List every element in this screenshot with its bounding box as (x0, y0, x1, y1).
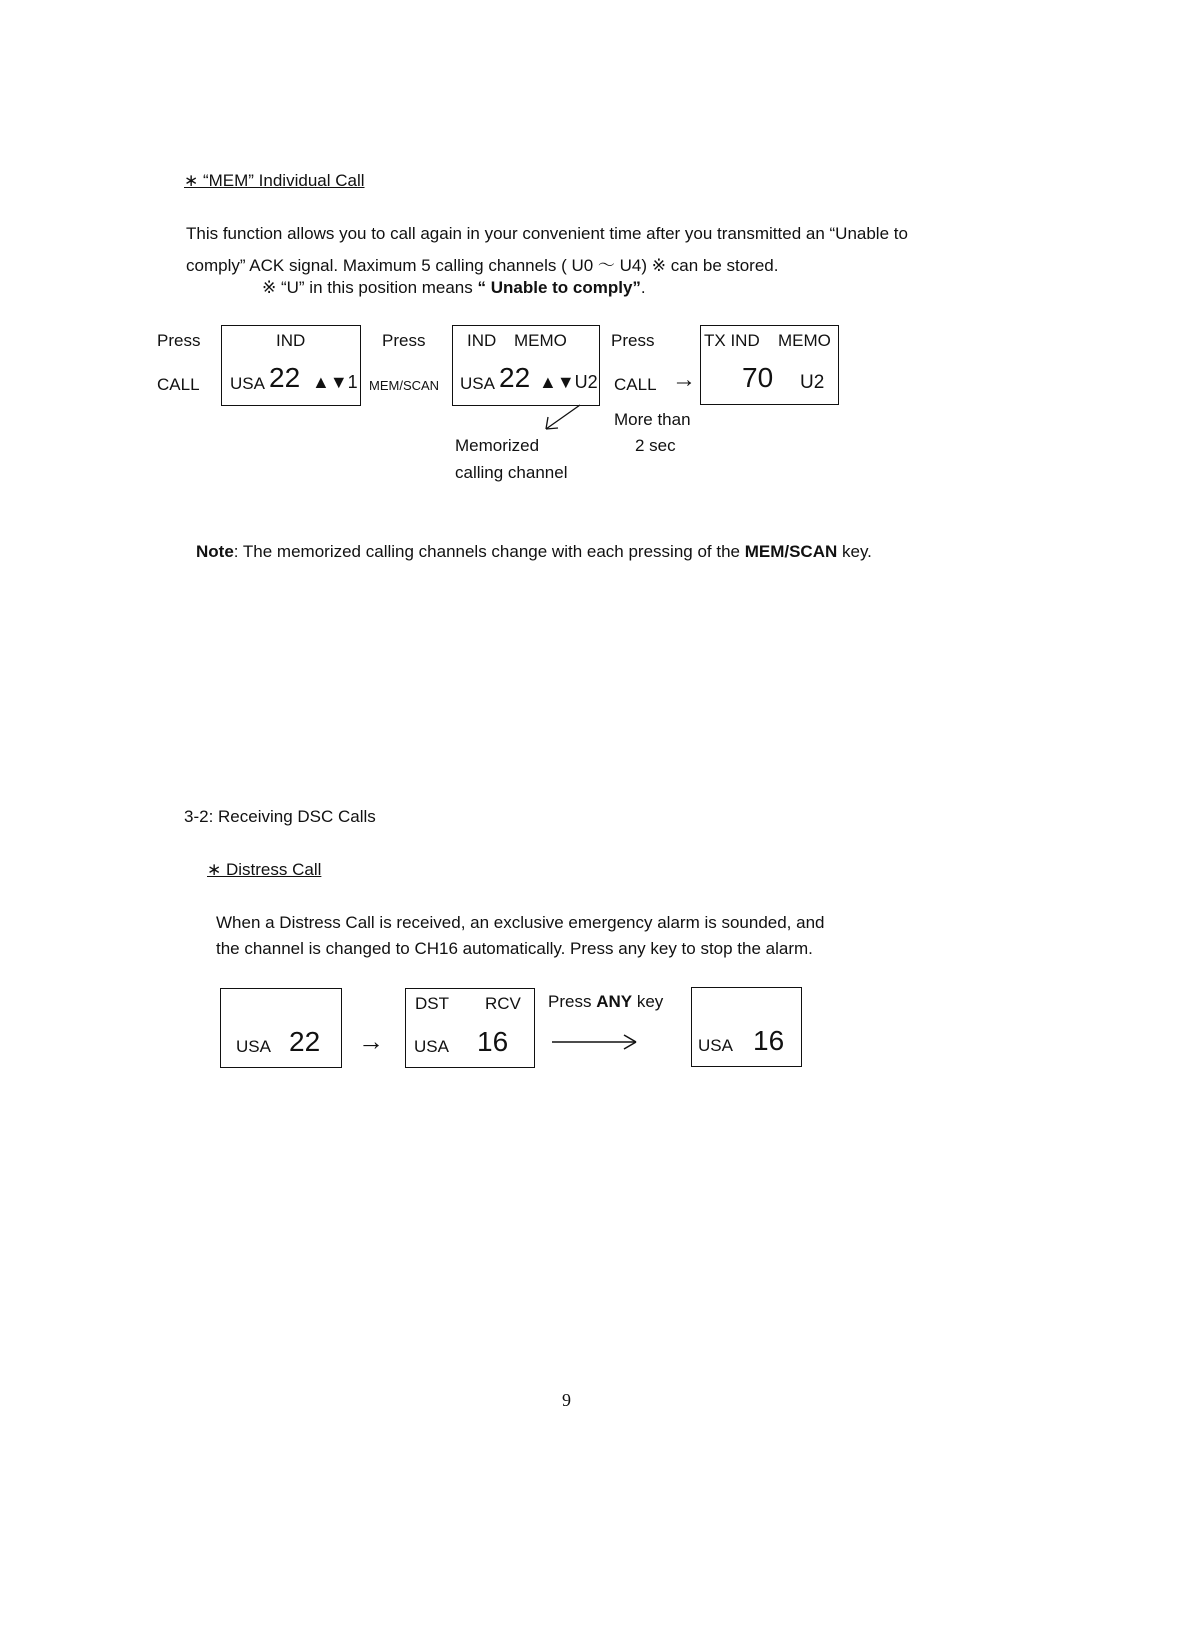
duration-note: 2 sec (635, 436, 676, 455)
lcd-channel: 22 (289, 1026, 321, 1057)
lcd-memo-suffix: U2 (800, 372, 825, 393)
footnote-bold: “ Unable to comply” (477, 278, 641, 297)
lcd-channel: 22 (499, 362, 531, 393)
lcd-display-ind (221, 325, 361, 406)
lcd-display-ind-memo (452, 325, 600, 406)
any-key: ANY (596, 992, 633, 1011)
press-any-key-label (548, 992, 663, 1012)
pointer-arrow-icon (540, 402, 584, 434)
right-arrow-icon: → (672, 366, 696, 393)
lcd-memo-suffix: ▲▼U2 (539, 372, 598, 392)
lcd-channel: 22 (269, 362, 301, 393)
memorized-label: calling channel (455, 463, 568, 482)
footnote-text: ※ “U” in this position means (262, 278, 478, 297)
step-label-press: Press (382, 331, 426, 350)
lcd-mode-ind: IND (276, 331, 306, 350)
lcd-mode-tx-ind: TX IND (704, 331, 760, 350)
lcd-mode-ind: IND (467, 331, 497, 350)
lcd-mode-memo: MEMO (778, 331, 831, 350)
key-label-mem-scan: MEM/SCAN (369, 378, 440, 393)
lcd-display-usa-22 (220, 988, 342, 1068)
lcd-region: USA (236, 1037, 271, 1056)
paragraph-line: comply” ACK signal. Maximum 5 calling channels ( U0 ～ U4) ※ can be stored. (186, 256, 779, 275)
lcd-channel: 16 (477, 1026, 509, 1057)
page-number: 9 (562, 1390, 571, 1410)
note-label: Note (196, 542, 234, 561)
lcd-region: USA (414, 1037, 449, 1056)
lcd-display-dst-rcv (405, 988, 535, 1068)
lcd-updown-suffix: ▲▼1 (312, 372, 358, 392)
lcd-region: USA (230, 374, 265, 393)
section-heading-receiving-dsc: 3-2: Receiving DSC Calls (184, 807, 376, 826)
lcd-display-tx-ind-memo (700, 325, 839, 405)
key-label-call: CALL (157, 375, 200, 394)
lcd-region: USA (698, 1036, 733, 1055)
step-label-press: Press (611, 331, 655, 350)
lcd-mode-rcv: RCV (485, 994, 521, 1013)
lcd-channel: 70 (742, 362, 774, 393)
note-text: : The memorized calling channels change with each pressing of the (233, 542, 745, 561)
press-text: Press (548, 992, 597, 1011)
lcd-region: USA (460, 374, 495, 393)
lcd-mode-dst: DST (415, 994, 449, 1013)
press-text: key (632, 992, 664, 1011)
subheading-distress-call: ∗ Distress Call (207, 860, 322, 879)
right-arrow-icon: → (358, 1026, 384, 1056)
note-key: MEM/SCAN (744, 542, 838, 561)
paragraph-line: This function allows you to call again in your convenient time after you transmitted an “Unable to (186, 224, 908, 243)
paragraph-line: When a Distress Call is received, an exclusive emergency alarm is sounded, and (216, 913, 825, 932)
memorized-label: Memorized (455, 436, 540, 455)
key-label-call: CALL (614, 375, 657, 394)
duration-note: More than (614, 410, 691, 429)
section-heading-mem-individual-call: ∗ “MEM” Individual Call (184, 171, 365, 190)
lcd-display-usa-16 (691, 987, 802, 1067)
lcd-channel: 16 (753, 1025, 785, 1056)
step-label-press: Press (157, 331, 201, 350)
lcd-mode-memo: MEMO (514, 331, 567, 350)
note (196, 542, 872, 562)
footnote-suffix: . (640, 278, 646, 297)
long-right-arrow-icon (550, 1032, 640, 1052)
footnote (262, 278, 646, 298)
paragraph-line: the channel is changed to CH16 automatically. Press any key to stop the alarm. (216, 939, 813, 958)
note-text: key. (837, 542, 872, 561)
